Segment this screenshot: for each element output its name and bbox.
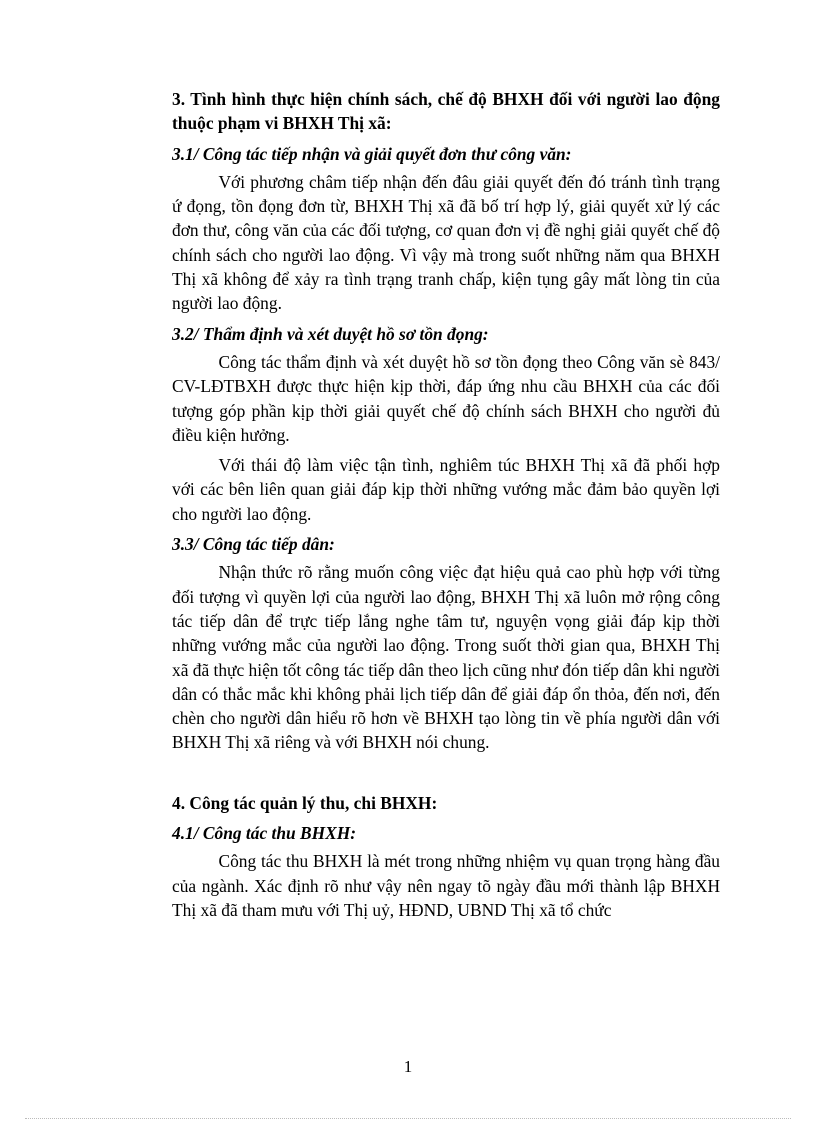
section-3-2-heading: 3.2/ Thẩm định và xét duyệt hồ sơ tồn đọng:	[172, 323, 489, 344]
section-3-1-heading: 3.1/ Công tác tiếp nhận và giải quyết đơn thư công văn:	[172, 143, 572, 164]
section-4-1-heading: 4.1/ Công tác thu BHXH:	[172, 823, 357, 844]
page-number: 1	[403, 1057, 413, 1076]
section-3-heading: 3. Tình hình thực hiện chính sách, chế độ BHXH đối với người lao động thuộc phạm vi BHXH Thị xã:	[172, 89, 720, 134]
section-3-2-paragraph-2: Với thái độ làm việc tận tình, nghiêm túc BHXH Thị xã đã phối hợp với các bên liên quan giải đáp kịp thời những vướng mắc đảm bảo quyền lợi cho người lao động.	[172, 455, 720, 524]
section-3-2-paragraph-1: Công tác thẩm định và xét duyệt hồ sơ tồn đọng theo Công văn sè 843/ CV-LĐTBXH được thực hiện kịp thời, đáp ứng nhu cầu BHXH của các đối tượng góp phần kịp thời giải quyết chế độ chính sách BHXH cho người đủ điều kiện hưởng.	[172, 351, 720, 445]
section-3-1-paragraph: Với phương châm tiếp nhận đến đâu giải quyết đến đó tránh tình trạng ứ đọng, tồn đọng đơn từ, BHXH Thị xã đã bố trí hợp lý, giải quyết xử lý các đơn thư, công văn của các đối tượng, cơ quan đơn vị đề nghị giải quyết chế độ chính sách cho người lao động. Vì vậy mà trong suốt những năm qua BHXH Thị xã không để xảy ra tình trạng tranh chấp, kiện tụng gây mất lòng tin của người lao động.	[172, 171, 720, 314]
section-4-1-paragraph: Công tác thu BHXH là mét trong những nhiệm vụ quan trọng hàng đầu của ngành. Xác định rõ như vậy nên ngay tõ ngày đầu mới thành lập BHXH Thị xã đã tham mưu với Thị uỷ, HĐND, UBND Thị xã tổ chức	[172, 851, 720, 920]
section-4-heading: 4. Công tác quản lý thu, chi BHXH:	[172, 792, 438, 813]
page-content	[172, 87, 720, 922]
page-bottom-divider	[25, 1118, 791, 1119]
section-gap	[172, 755, 720, 791]
section-3-3-heading: 3.3/ Công tác tiếp dân:	[172, 534, 335, 555]
section-3-3-paragraph: Nhận thức rõ rằng muốn công việc đạt hiệu quả cao phù hợp với từng đối tượng vì quyền lợi của người lao động, BHXH Thị xã luôn mở rộng công tác tiếp dân để trực tiếp lắng nghe tâm tư, nguyện vọng giải đáp kịp thời những vướng mắc của người lao động. Trong suốt thời gian qua, BHXH Thị xã đã thực hiện tốt công tác tiếp dân theo lịch cũng như đón tiếp dân khi người dân có thắc mắc khi không phải lịch tiếp dân để giải đáp ổn thỏa, đến nơi, đến chèn cho người dân hiểu rõ hơn về BHXH tạo lòng tin về phía người dân với BHXH Thị xã riêng và với BHXH nói chung.	[172, 562, 720, 753]
